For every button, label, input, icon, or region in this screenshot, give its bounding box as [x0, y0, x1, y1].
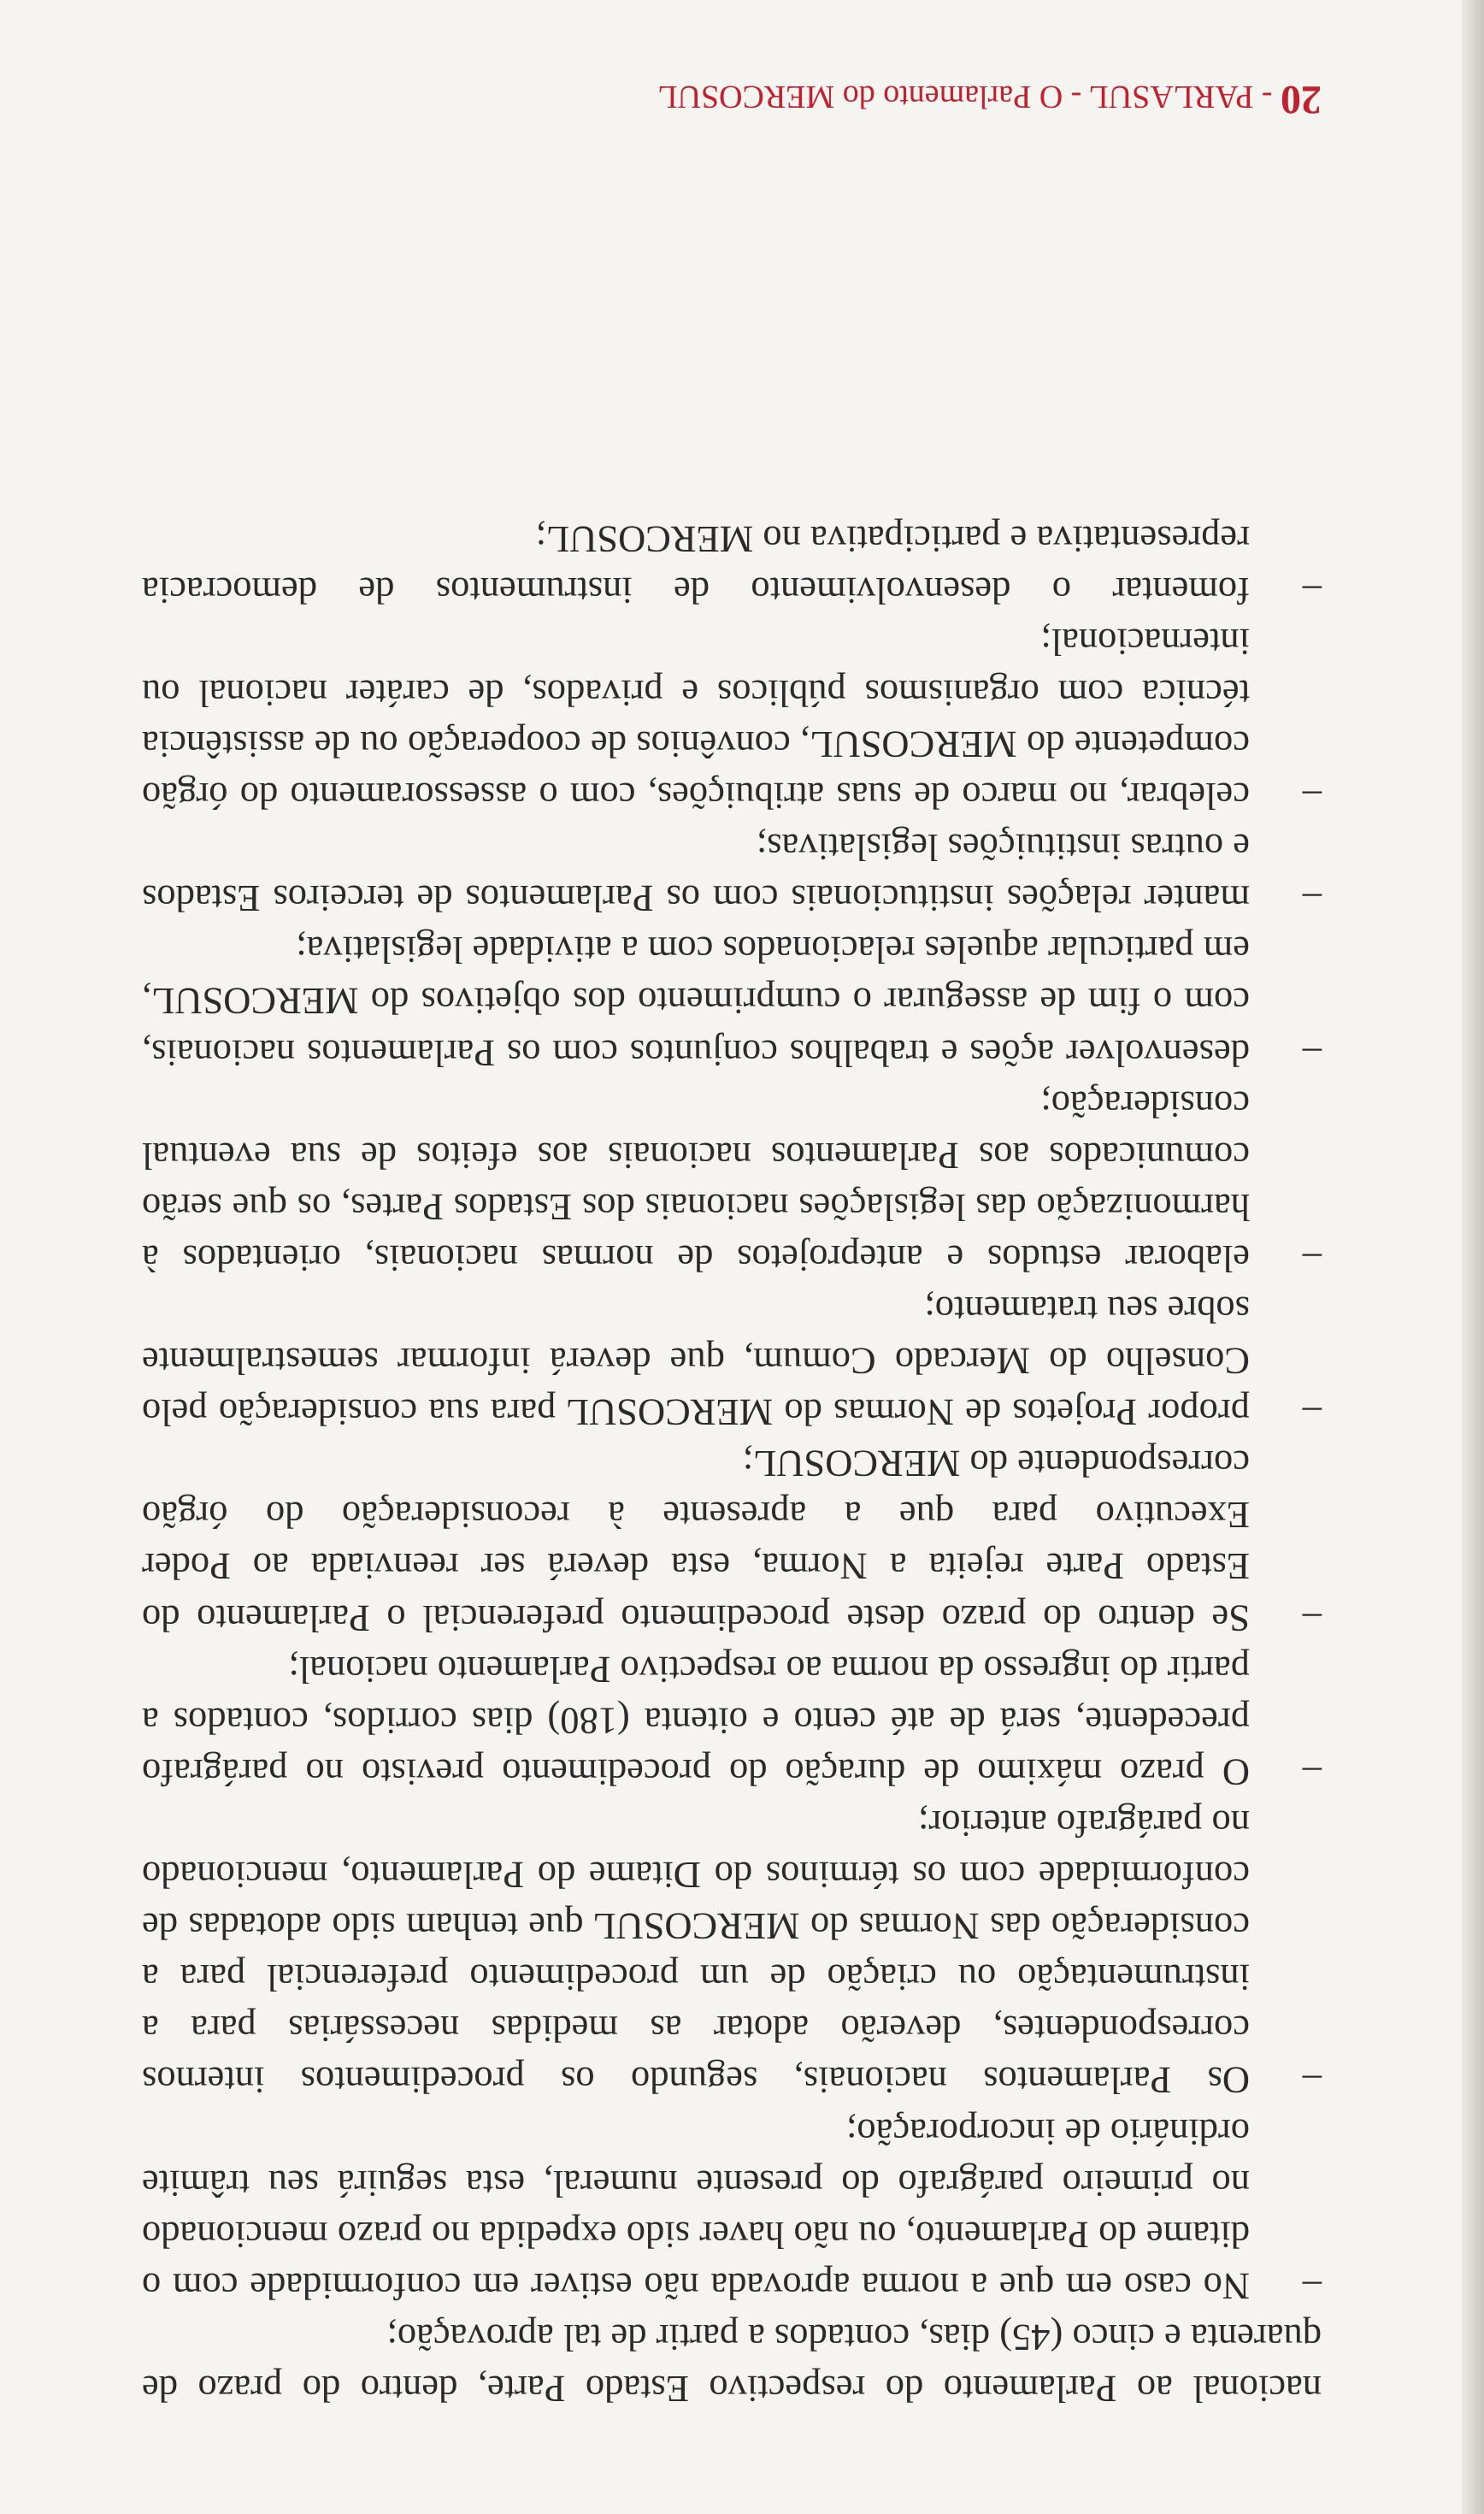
binding-gutter — [1462, 0, 1484, 2514]
bullet-dash: – — [1302, 1750, 1322, 1794]
bullet-dash: – — [1302, 877, 1322, 921]
list-item — [142, 1798, 1322, 2107]
intro-paragraph: nacional ao Parlamento do respectivo Estado Parte, dentro do prazo de quarenta e cinco (45) dias, contados a partir de tal aprovação; — [142, 2316, 1322, 2411]
list-item-text: propor Projetos de Normas do MERCOSUL para sua consideração pelo Conselho do Mercado Comum, que deverá informar semestralmente sobre seu tratamento; — [142, 1289, 1250, 1435]
list-item — [142, 617, 1322, 822]
bullet-dash: – — [1302, 1031, 1322, 1075]
page-number: 20 — [1281, 77, 1322, 122]
list-item-text: O prazo máximo de duração do procedimento previsto no parágrafo precedente, será de até cento e oitenta (180) dias corridos, contados a partir do ingresso da norma ao respectivo Parlamento nacional; — [142, 1648, 1250, 1794]
list-item-text: manter relações institucionais com os Parlamentos de terceiros Estados e outras instituições legislativas; — [142, 826, 1250, 921]
body-text — [142, 514, 1322, 2415]
list-item — [142, 822, 1322, 924]
list-item — [142, 2106, 1322, 2311]
list-item — [142, 1079, 1322, 1284]
list-item-text: celebrar, no marco de suas atribuições, com o assessoramento do órgão competente do MERCOSUL, convênios de cooperação ou de assistência técnica com organismos públicos e privados, de caráter nacional ou internacional; — [142, 620, 1250, 818]
list-item — [142, 514, 1322, 617]
bullet-dash: – — [1302, 569, 1322, 612]
list-item — [142, 1438, 1322, 1644]
bullet-dash: – — [1302, 1596, 1322, 1640]
list-item-text: elaborar estudos e anteprojetos de normas nacionais, orientados à harmonização das legislações nacionais dos Estados Partes, os que serão comunicados aos Parlamentos nacionais aos efeitos de sua eventual consideração; — [142, 1083, 1250, 1280]
list-item — [142, 1644, 1322, 1798]
list-item — [142, 924, 1322, 1078]
list-item-text: desenvolver ações e trabalhos conjuntos com os Parlamentos nacionais, com o fim de assegurar o cumprimento dos objetivos do MERCOSUL, em particular aqueles relacionados com a atividade legislativa; — [142, 929, 1250, 1075]
list-item-text: fomentar o desenvolvimento de instrumentos de democracia representativa e participativa no MERCOSUL; — [142, 517, 1250, 612]
list-item-text: No caso em que a norma aprovada não estiver em conformidade com o ditame do Parlamento, ou não haver sido expedida no prazo mencionado no primeiro parágrafo do presente numeral, esta seguirá seu trâmite ordinário de incorporação; — [142, 2110, 1250, 2308]
list-item-text: Se dentro do prazo deste procedimento preferencial o Parlamento do Estado Parte rejeita a Norma, esta deverá ser reenviada ao Poder Executivo para que a apresente à reconsideração do órgão correspondente do MERCOSUL; — [142, 1443, 1250, 1640]
running-title: - PARLASUL - O Parlamento do MERCOSUL — [657, 79, 1281, 115]
bullet-dash: – — [1302, 1391, 1322, 1435]
bullet-dash: – — [1302, 775, 1322, 818]
list-item — [142, 1284, 1322, 1438]
page-footer — [657, 76, 1322, 123]
bullet-dash: – — [1302, 2059, 1322, 2103]
bullet-dash: – — [1302, 1236, 1322, 1280]
bullet-dash: – — [1302, 2264, 1322, 2308]
list-item-text: Os Parlamentos nacionais, segundo os procedimentos internos correspondentes, deverão adotar as medidas necessárias para a instrumentação ou criação de um procedimento preferencial para a consideração das Normas do MERCOSUL que tenham sido adotadas de conformidade com os términos do Ditame do Parlamento, mencionado no parágrafo anterior; — [142, 1802, 1250, 2103]
